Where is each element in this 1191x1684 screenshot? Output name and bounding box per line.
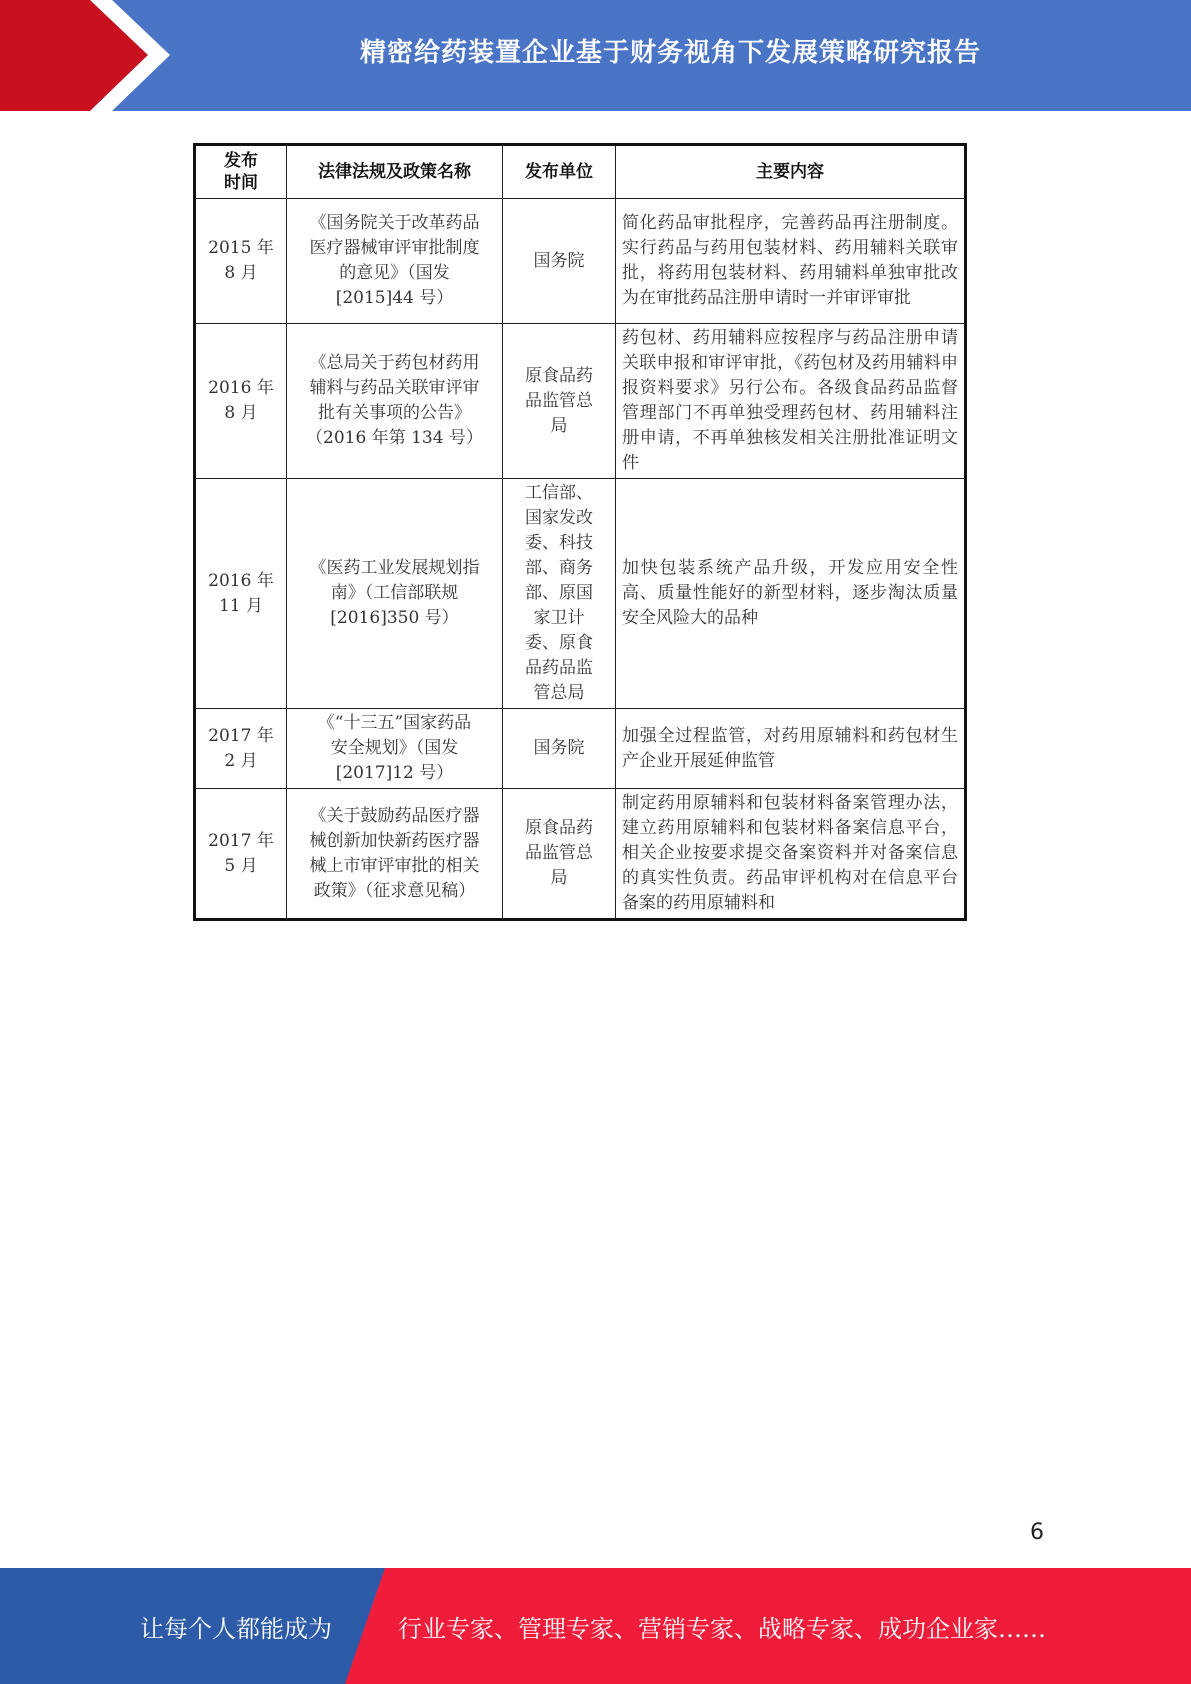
cell-time: 2017 年 5 月 [195,789,287,920]
cell-policy-name: 《总局关于药包材药用 辅料与药品关联审评审 批有关事项的公告》 （2016 年第 134 号） [287,324,503,479]
policy-table [193,143,967,921]
footer-banner [0,1568,1191,1684]
cell-main-content: 药包材、药用辅料应按程序与药品注册申请关联申报和审评审批，《药包材及药用辅料申报资料要求》另行公布。各级食品药品监督管理部门不再单独受理药包材、药用辅料注册申请，不再单独核发相关注册批准证明文件 [616,324,966,479]
cell-main-content: 简化药品审批程序，完善药品再注册制度。实行药品与药用包装材料、药用辅料关联审批，将药用包装材料、药用辅料单独审批改为在审批药品注册申请时一并审评审批 [616,199,966,324]
cell-time: 2017 年 2 月 [195,709,287,789]
header-chevron-decoration [0,0,190,111]
header-issuer: 发布单位 [503,145,616,199]
footer-slogan-left: 让每个人都能成为 [140,1614,332,1643]
table-row [195,709,966,789]
policy-table-container [193,143,964,921]
report-title: 精密给药装置企业基于财务视角下发展策略研究报告 [359,37,981,68]
header-policy-name: 法律法规及政策名称 [287,145,503,199]
cell-policy-name: 《医药工业发展规划指 南》（工信部联规 [2016]350 号） [287,479,503,709]
table-row [195,199,966,324]
cell-policy-name: 《国务院关于改革药品 医疗器械审评审批制度 的意见》（国发 [2015]44 号） [287,199,503,324]
header-main-content: 主要内容 [616,145,966,199]
cell-issuer: 国务院 [503,709,616,789]
table-row [195,789,966,920]
cell-issuer: 工信部、 国家发改 委、科技 部、商务 部、原国 家卫计 委、原食 品药品监 管总局 [503,479,616,709]
cell-issuer: 国务院 [503,199,616,324]
cell-main-content: 加强全过程监管，对药用原辅料和药包材生产企业开展延伸监管 [616,709,966,789]
cell-time: 2016 年 8 月 [195,324,287,479]
cell-main-content: 加快包装系统产品升级，开发应用安全性高、质量性能好的新型材料，逐步淘汰质量安全风险大的品种 [616,479,966,709]
cell-policy-name: 《关于鼓励药品医疗器 械创新加快新药医疗器 械上市审评审批的相关 政策》（征求意见稿） [287,789,503,920]
table-header-row [195,145,966,199]
page-number: 6 [1030,1520,1044,1545]
table-row [195,479,966,709]
cell-time: 2016 年 11 月 [195,479,287,709]
footer-slogan-right: 行业专家、管理专家、营销专家、战略专家、成功企业家…… [398,1614,1046,1643]
cell-time: 2015 年 8 月 [195,199,287,324]
cell-issuer: 原食品药 品监管总 局 [503,324,616,479]
cell-main-content: 制定药用原辅料和包装材料备案管理办法，建立药用原辅料和包装材料备案信息平台，相关企业按要求提交备案资料并对备案信息的真实性负责。药品审评机构对在信息平台备案的药用原辅料和 [616,789,966,920]
cell-policy-name: 《“十三五”国家药品 安全规划》（国发 [2017]12 号） [287,709,503,789]
header-time: 发布 时间 [195,145,287,199]
cell-issuer: 原食品药 品监管总 局 [503,789,616,920]
header-banner [0,0,1191,111]
table-row [195,324,966,479]
